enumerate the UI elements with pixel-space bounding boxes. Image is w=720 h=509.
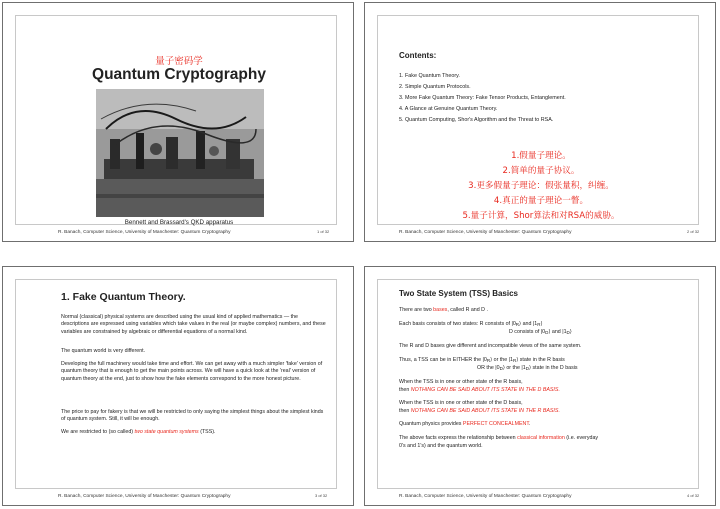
page-number: 3 of 32	[315, 493, 328, 498]
section-heading: Two State System (TSS) Basics	[399, 289, 518, 298]
toc-item: 4. A Glance at Genuine Quantum Theory.	[399, 106, 498, 112]
text-line: When the TSS is in one or other state of the R basis,	[399, 379, 523, 385]
text: ⟩ or the |1	[502, 365, 526, 371]
text: Quantum physics provides	[399, 421, 462, 427]
text-line	[399, 357, 565, 364]
highlight-text: bases	[433, 307, 448, 313]
slide-3	[2, 266, 354, 506]
text: ⟩	[569, 329, 572, 335]
paragraph	[61, 429, 326, 436]
highlight-text: NOTHING CAN BE SAID ABOUT ITS STATE IN THE R BASIS.	[410, 408, 560, 414]
text-line	[399, 387, 560, 394]
slide-footer: R. Banach, Computer Science, University of Manchester: Quantum Cryptography	[58, 230, 231, 235]
text-line	[399, 408, 560, 415]
text: then	[399, 408, 410, 414]
qkd-apparatus-photo	[96, 89, 264, 217]
subscript: D	[525, 366, 529, 371]
paragraph-text: We are restricted to (so called)	[61, 429, 134, 435]
page-number: 4 of 32	[687, 493, 700, 498]
page-number: 1 of 32	[317, 229, 330, 234]
slide-footer: R. Banach, Computer Science, University of Manchester: Quantum Cryptography	[399, 230, 572, 235]
text-line	[509, 329, 572, 336]
slide-title: Quantum Cryptography	[92, 66, 266, 83]
section-heading: 1. Fake Quantum Theory.	[61, 291, 186, 303]
text: Each basis consists of two states: R consists of |0	[399, 321, 516, 327]
text: There are two	[399, 307, 432, 313]
page-number: 2 of 32	[687, 229, 700, 234]
paragraph: Normal (classical) physical systems are described using the usual kind of applied mathematics — the descriptions are expressed using variables which take values in the real (or maybe complex) numbers, and these variables are constrained by algebraic or differential equations of a normal kind.	[61, 314, 326, 335]
slide-1	[2, 2, 354, 242]
text: ⟩ state in the D basis	[528, 365, 578, 371]
chinese-toc-item: 4.真正的量子理论一瞥。	[493, 196, 589, 206]
chinese-title: 量子密码学	[155, 56, 203, 67]
slide-2	[364, 2, 716, 242]
photo-caption: Bennett and Brassard's QKD apparatus	[124, 219, 234, 226]
slide-frame	[15, 279, 337, 489]
text-line	[399, 435, 598, 442]
text: then	[399, 387, 410, 393]
text: .	[529, 421, 531, 427]
highlight-text: classical information	[517, 435, 565, 441]
text-line: When the TSS is in one or other state of the D basis,	[399, 400, 523, 406]
highlight-text: two state quantum systems	[134, 429, 199, 435]
slide-footer: R. Banach, Computer Science, University of Manchester: Quantum Cryptography	[399, 494, 572, 499]
toc-item: 1. Fake Quantum Theory.	[399, 73, 460, 79]
chinese-toc-item: 3.更多假量子理论：假张量积，纠缠。	[468, 181, 614, 191]
text: (i.e. everyday	[566, 435, 599, 441]
text: ⟩ state in the R basis	[516, 357, 565, 363]
text: ⟩ and |1	[548, 329, 567, 335]
subscript: D	[545, 330, 549, 335]
subscript: R	[512, 358, 517, 363]
text: D consists of |0	[509, 329, 546, 335]
text-line	[399, 321, 543, 328]
subscript: R	[486, 358, 491, 363]
subscript: R	[515, 322, 520, 327]
highlight-text: NOTHING CAN BE SAID ABOUT ITS STATE IN THE D BASIS.	[410, 387, 560, 393]
text-line: 0's and 1's) and the quantum world.	[399, 443, 483, 449]
paragraph-text: (TSS).	[200, 429, 216, 435]
toc-item: 3. More Fake Quantum Theory: Fake Tensor Products, Entanglement.	[399, 95, 566, 101]
text: , called R and D .	[447, 307, 488, 313]
paragraph: The price to pay for fakery is that we will be restricted to only saying the simplest things about the simplest kinds of quantum system. Still, it will be enough.	[61, 409, 324, 423]
chinese-toc-item: 1.假量子理论。	[511, 151, 571, 161]
highlight-text: PERFECT CONCEALMENT	[462, 421, 530, 427]
chinese-toc-item: 2.简单的量子协议。	[502, 166, 580, 176]
text: OR the |0	[477, 365, 500, 371]
contents-heading: Contents:	[399, 51, 437, 60]
paragraph: Developing the full machinery would take time and effort. We can get away with a much simpler 'fake' version of quantum theory that is enough to get the main points across. We will have a quick look at the 'real' version of quantum theory at the end, just to show how the fake elements correspond to the more honest picture.	[61, 361, 323, 382]
text-line: The R and D bases give different and incompatible views of the same system.	[399, 343, 582, 349]
subscript: D	[499, 366, 503, 371]
toc-item: 2. Simple Quantum Protocols.	[399, 84, 471, 90]
chinese-toc-item: 5.量子计算，Shor算法和对RSA的威胁。	[462, 211, 620, 221]
text-line	[399, 421, 531, 428]
text: Thus, a TSS can be in EITHER the |0	[399, 357, 487, 363]
slide-footer: R. Banach, Computer Science, University of Manchester: Quantum Cryptography	[58, 494, 231, 499]
text-line	[477, 365, 578, 372]
subscript: D	[566, 330, 570, 335]
text: ⟩ or the |1	[490, 357, 513, 363]
slide-4	[364, 266, 716, 506]
subscript: R	[537, 322, 541, 327]
text: The above facts express the relationship between	[399, 435, 516, 441]
text-line	[399, 307, 488, 314]
toc-item: 5. Quantum Computing, Shor's Algorithm and the Threat to RSA.	[399, 117, 554, 123]
paragraph: The quantum world is very different.	[61, 348, 146, 354]
text: ⟩	[540, 321, 543, 327]
text: ⟩ and |1	[519, 321, 538, 327]
